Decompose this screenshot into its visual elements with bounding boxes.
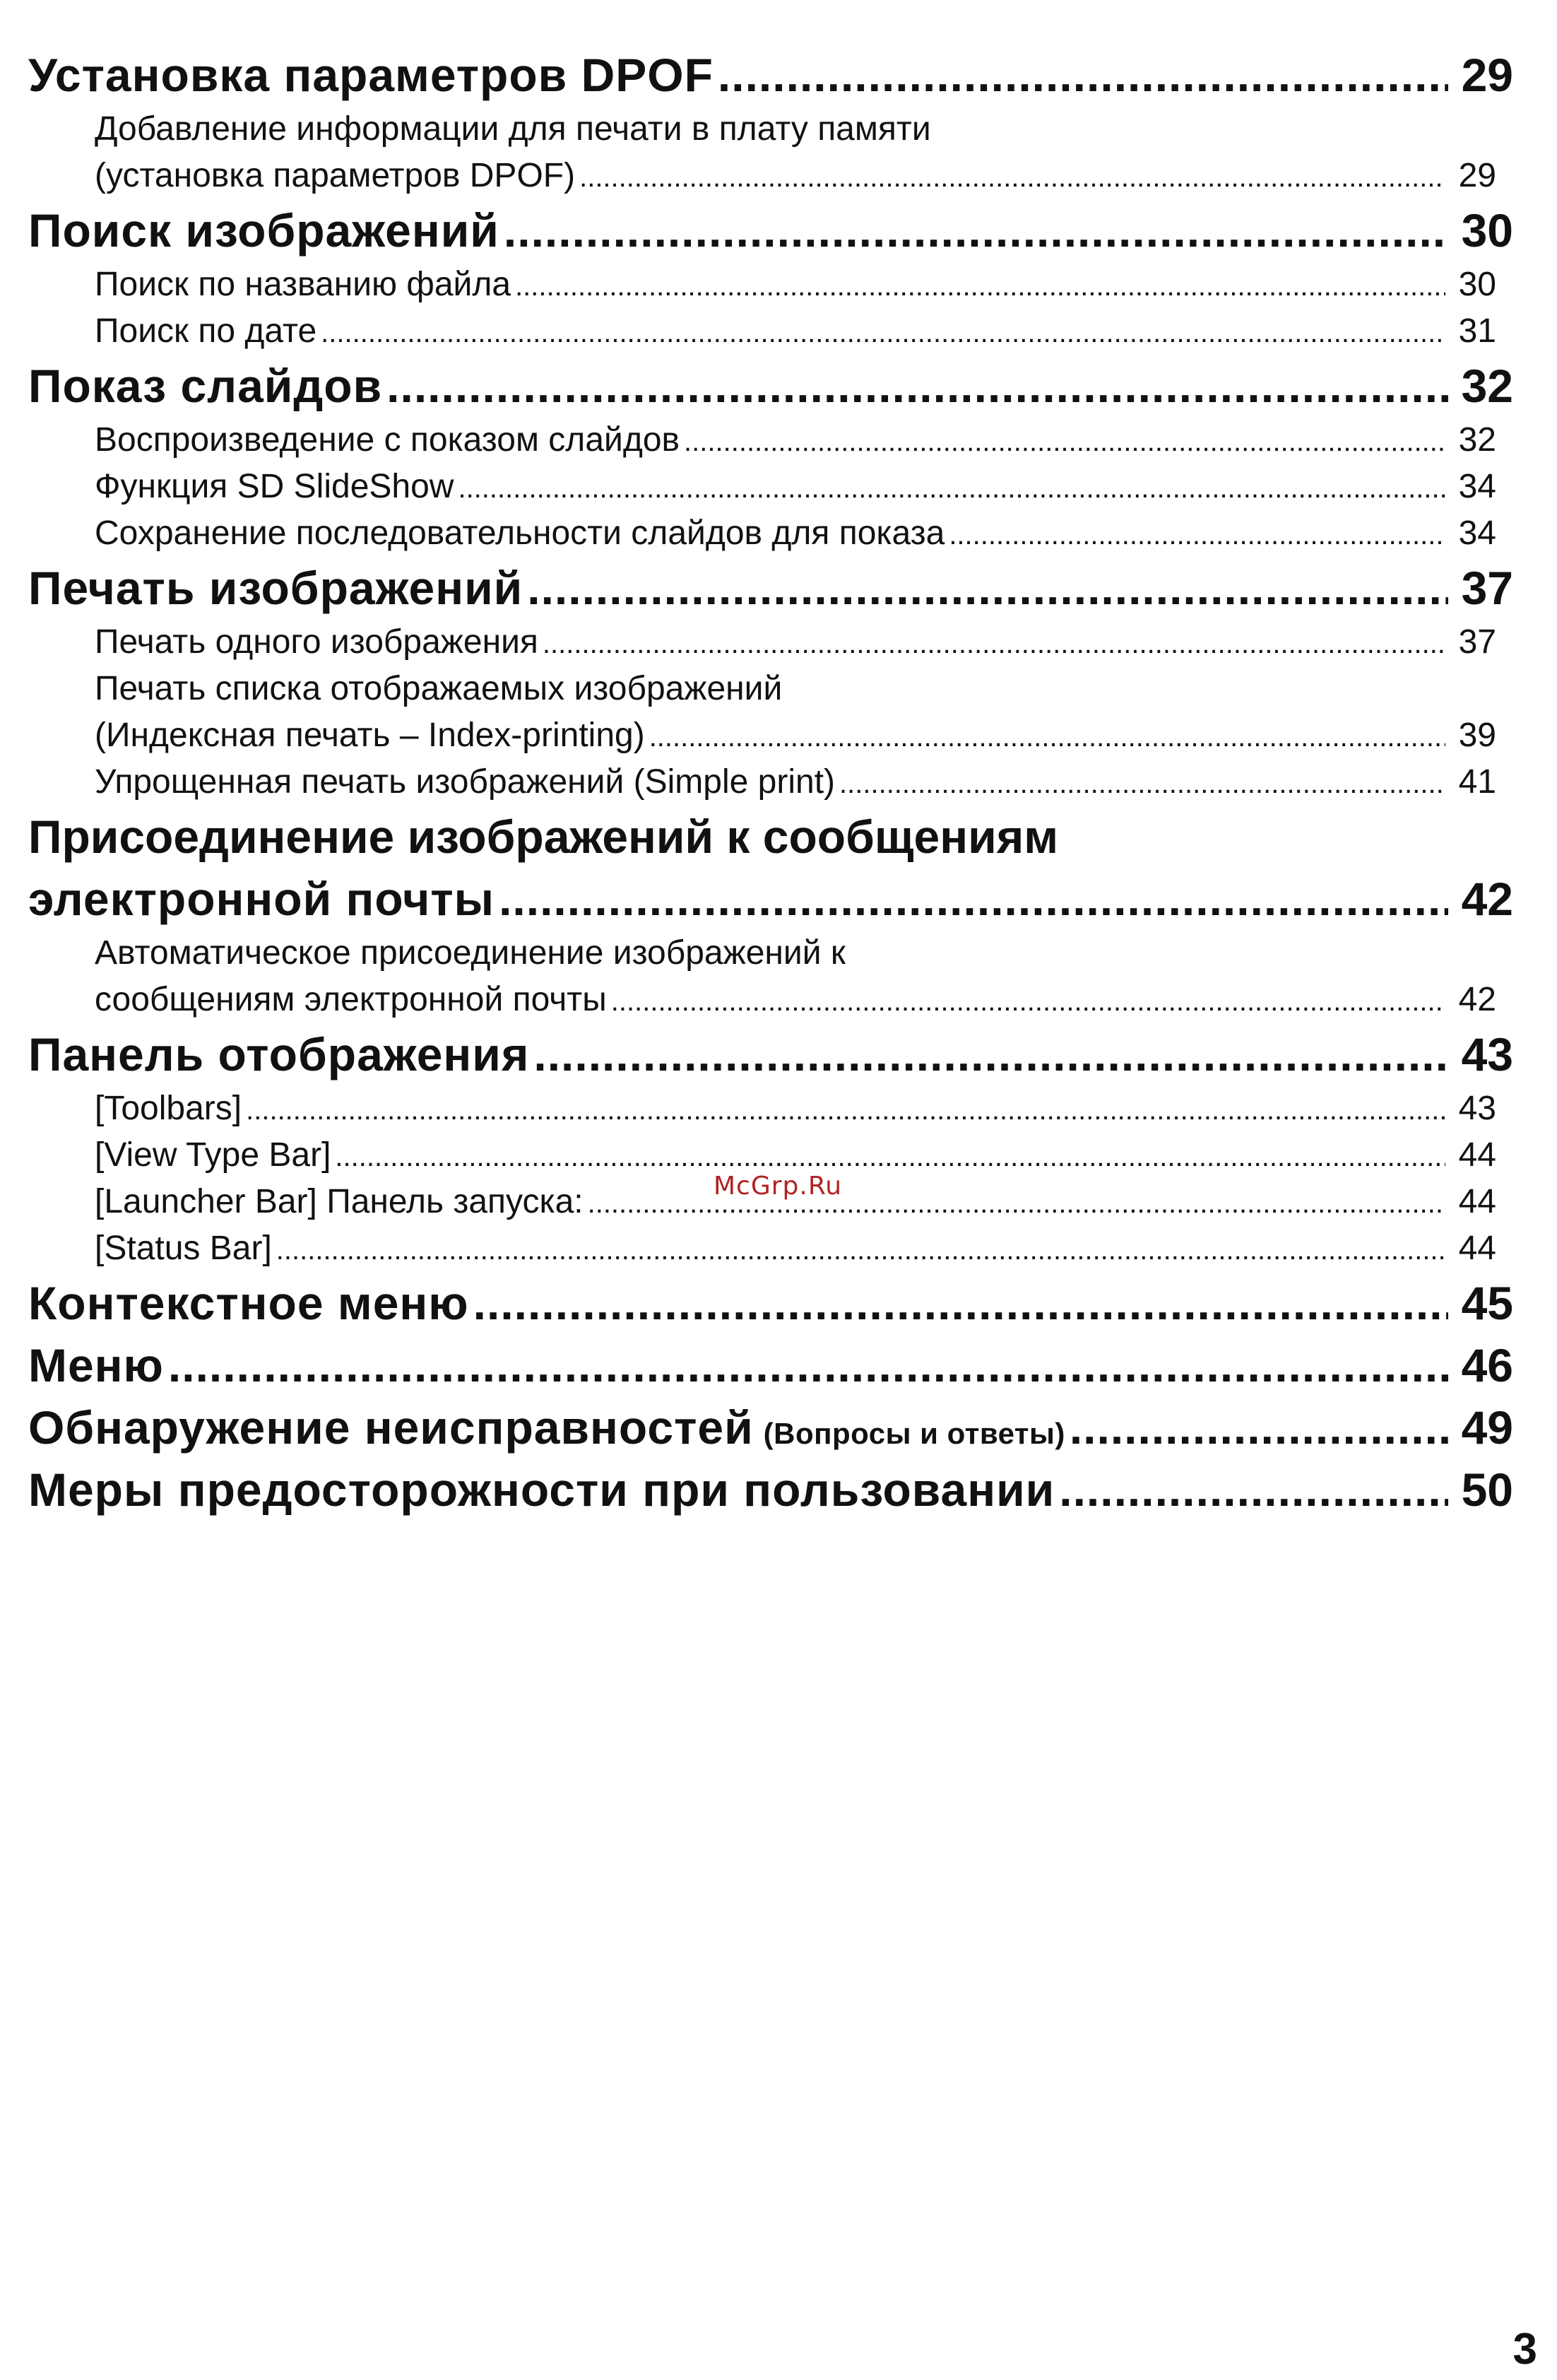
- toc-title: Печать изображений: [28, 562, 523, 614]
- toc-entry[interactable]: [28, 1085, 1513, 1132]
- dot-leader: [839, 759, 1445, 807]
- toc-page-number: 42: [1461, 873, 1513, 925]
- table-of-contents: [28, 44, 1513, 1521]
- dot-leader: [499, 868, 1448, 930]
- toc-title: Функция SD SlideShow: [95, 468, 454, 505]
- toc-heading[interactable]: [28, 1272, 1513, 1334]
- toc-title: Меры предосторожности при пользовании: [28, 1463, 1055, 1516]
- toc-title: сообщениям электронной почты: [95, 981, 607, 1018]
- toc-heading[interactable]: [28, 1023, 1513, 1085]
- toc-page-number: 43: [1458, 1090, 1496, 1127]
- toc-page-number: 49: [1461, 1401, 1513, 1454]
- toc-title: Панель отображения: [28, 1028, 530, 1080]
- dot-leader: [579, 153, 1445, 201]
- toc-title: Поиск по названию файла: [95, 266, 511, 303]
- toc-title: (установка параметров DPOF): [95, 157, 576, 194]
- toc-title: Меню: [28, 1339, 164, 1391]
- toc-title: Поиск по дате: [95, 312, 317, 350]
- toc-heading[interactable]: [28, 44, 1513, 106]
- toc-entry[interactable]: [28, 261, 1513, 308]
- toc-entry-line: Добавление информации для печати в плату памяти: [95, 110, 931, 148]
- toc-entry[interactable]: [28, 712, 1513, 759]
- toc-page-number: 32: [1458, 421, 1496, 459]
- page-number: 3: [1512, 2325, 1537, 2374]
- toc-page-number: 44: [1458, 1136, 1496, 1174]
- toc-entry[interactable]: [28, 619, 1513, 666]
- toc-heading[interactable]: [28, 199, 1513, 261]
- toc-page-number: 29: [1461, 49, 1513, 101]
- dot-leader: [246, 1085, 1445, 1133]
- watermark: McGrp.Ru: [714, 1172, 843, 1201]
- toc-page-number: 31: [1458, 312, 1496, 350]
- toc-title: Поиск изображений: [28, 204, 499, 257]
- dot-leader: [684, 417, 1445, 465]
- toc-entry[interactable]: [28, 417, 1513, 464]
- toc-title: [View Type Bar]: [95, 1136, 331, 1174]
- toc-entry-line: Автоматическое присоединение изображений к: [95, 934, 846, 972]
- toc-entry[interactable]: [28, 759, 1513, 806]
- toc-page-number: 42: [1458, 981, 1496, 1018]
- dot-leader: [276, 1225, 1445, 1273]
- dot-leader: [458, 464, 1445, 512]
- toc-entry-line: Печать списка отображаемых изображений: [95, 670, 783, 707]
- toc-heading-line: Присоединение изображений к сообщениям: [28, 811, 1059, 863]
- toc-entry[interactable]: [28, 153, 1513, 199]
- dot-leader: [611, 977, 1445, 1025]
- dot-leader: [543, 619, 1445, 667]
- toc-heading[interactable]: [28, 1459, 1513, 1521]
- toc-title: [Toolbars]: [95, 1090, 242, 1127]
- toc-entry[interactable]: [28, 1225, 1513, 1272]
- toc-title: Обнаружение неисправностей: [28, 1401, 754, 1454]
- dot-leader: [168, 1334, 1448, 1396]
- toc-title: Сохранение последовательности слайдов для показа: [95, 514, 945, 552]
- toc-page-number: 30: [1461, 204, 1513, 257]
- dot-leader: [533, 1023, 1448, 1085]
- toc-subtitle: (Вопросы и ответы): [763, 1417, 1065, 1450]
- dot-leader: [386, 355, 1448, 417]
- dot-leader: [649, 712, 1445, 760]
- toc-page-number: 46: [1461, 1339, 1513, 1391]
- toc-heading[interactable]: [28, 1334, 1513, 1396]
- toc-title: Упрощенная печать изображений (Simple print): [95, 763, 836, 801]
- toc-entry[interactable]: [28, 510, 1513, 557]
- toc-page-number: 44: [1458, 1183, 1496, 1220]
- toc-entry[interactable]: [28, 308, 1513, 355]
- dot-leader: [949, 510, 1445, 558]
- dot-leader: [473, 1272, 1448, 1334]
- toc-page-number: 29: [1458, 157, 1496, 194]
- dot-leader: [527, 557, 1448, 619]
- toc-entry[interactable]: [28, 464, 1513, 510]
- toc-page-number: 30: [1458, 266, 1496, 303]
- toc-page-number: 44: [1458, 1230, 1496, 1267]
- toc-title: Показ слайдов: [28, 360, 383, 412]
- toc-page-number: 34: [1458, 514, 1496, 552]
- toc-page-number: 45: [1461, 1277, 1513, 1329]
- dot-leader: [515, 261, 1445, 310]
- toc-page-number: 43: [1461, 1028, 1513, 1080]
- toc-title: электронной почты: [28, 873, 495, 925]
- toc-title: [Status Bar]: [95, 1230, 272, 1267]
- toc-title: [Launcher Bar] Панель запуска:: [95, 1183, 584, 1220]
- toc-page-number: 32: [1461, 360, 1513, 412]
- toc-title: Контекстное меню: [28, 1277, 469, 1329]
- dot-leader: [321, 308, 1445, 356]
- dot-leader: [335, 1132, 1445, 1180]
- toc-title: (Индексная печать – Index-printing): [95, 717, 645, 754]
- toc-page-number: 41: [1458, 763, 1496, 801]
- toc-page-number: 34: [1458, 468, 1496, 505]
- dot-leader: [718, 44, 1448, 106]
- toc-heading[interactable]: [28, 557, 1513, 619]
- dot-leader: [1059, 1459, 1448, 1521]
- toc-heading[interactable]: [28, 1396, 1513, 1459]
- toc-page-number: 37: [1461, 562, 1513, 614]
- toc-page-number: 39: [1458, 717, 1496, 754]
- toc-page-number: 50: [1461, 1463, 1513, 1516]
- dot-leader: [504, 199, 1448, 261]
- toc-entry[interactable]: [28, 977, 1513, 1023]
- toc-title: Воспроизведение с показом слайдов: [95, 421, 680, 459]
- toc-heading[interactable]: [28, 868, 1513, 930]
- toc-page-number: 37: [1458, 623, 1496, 661]
- dot-leader: [1070, 1396, 1448, 1459]
- toc-title: Установка параметров DPOF: [28, 49, 714, 101]
- toc-title: Печать одного изображения: [95, 623, 538, 661]
- toc-heading[interactable]: [28, 355, 1513, 417]
